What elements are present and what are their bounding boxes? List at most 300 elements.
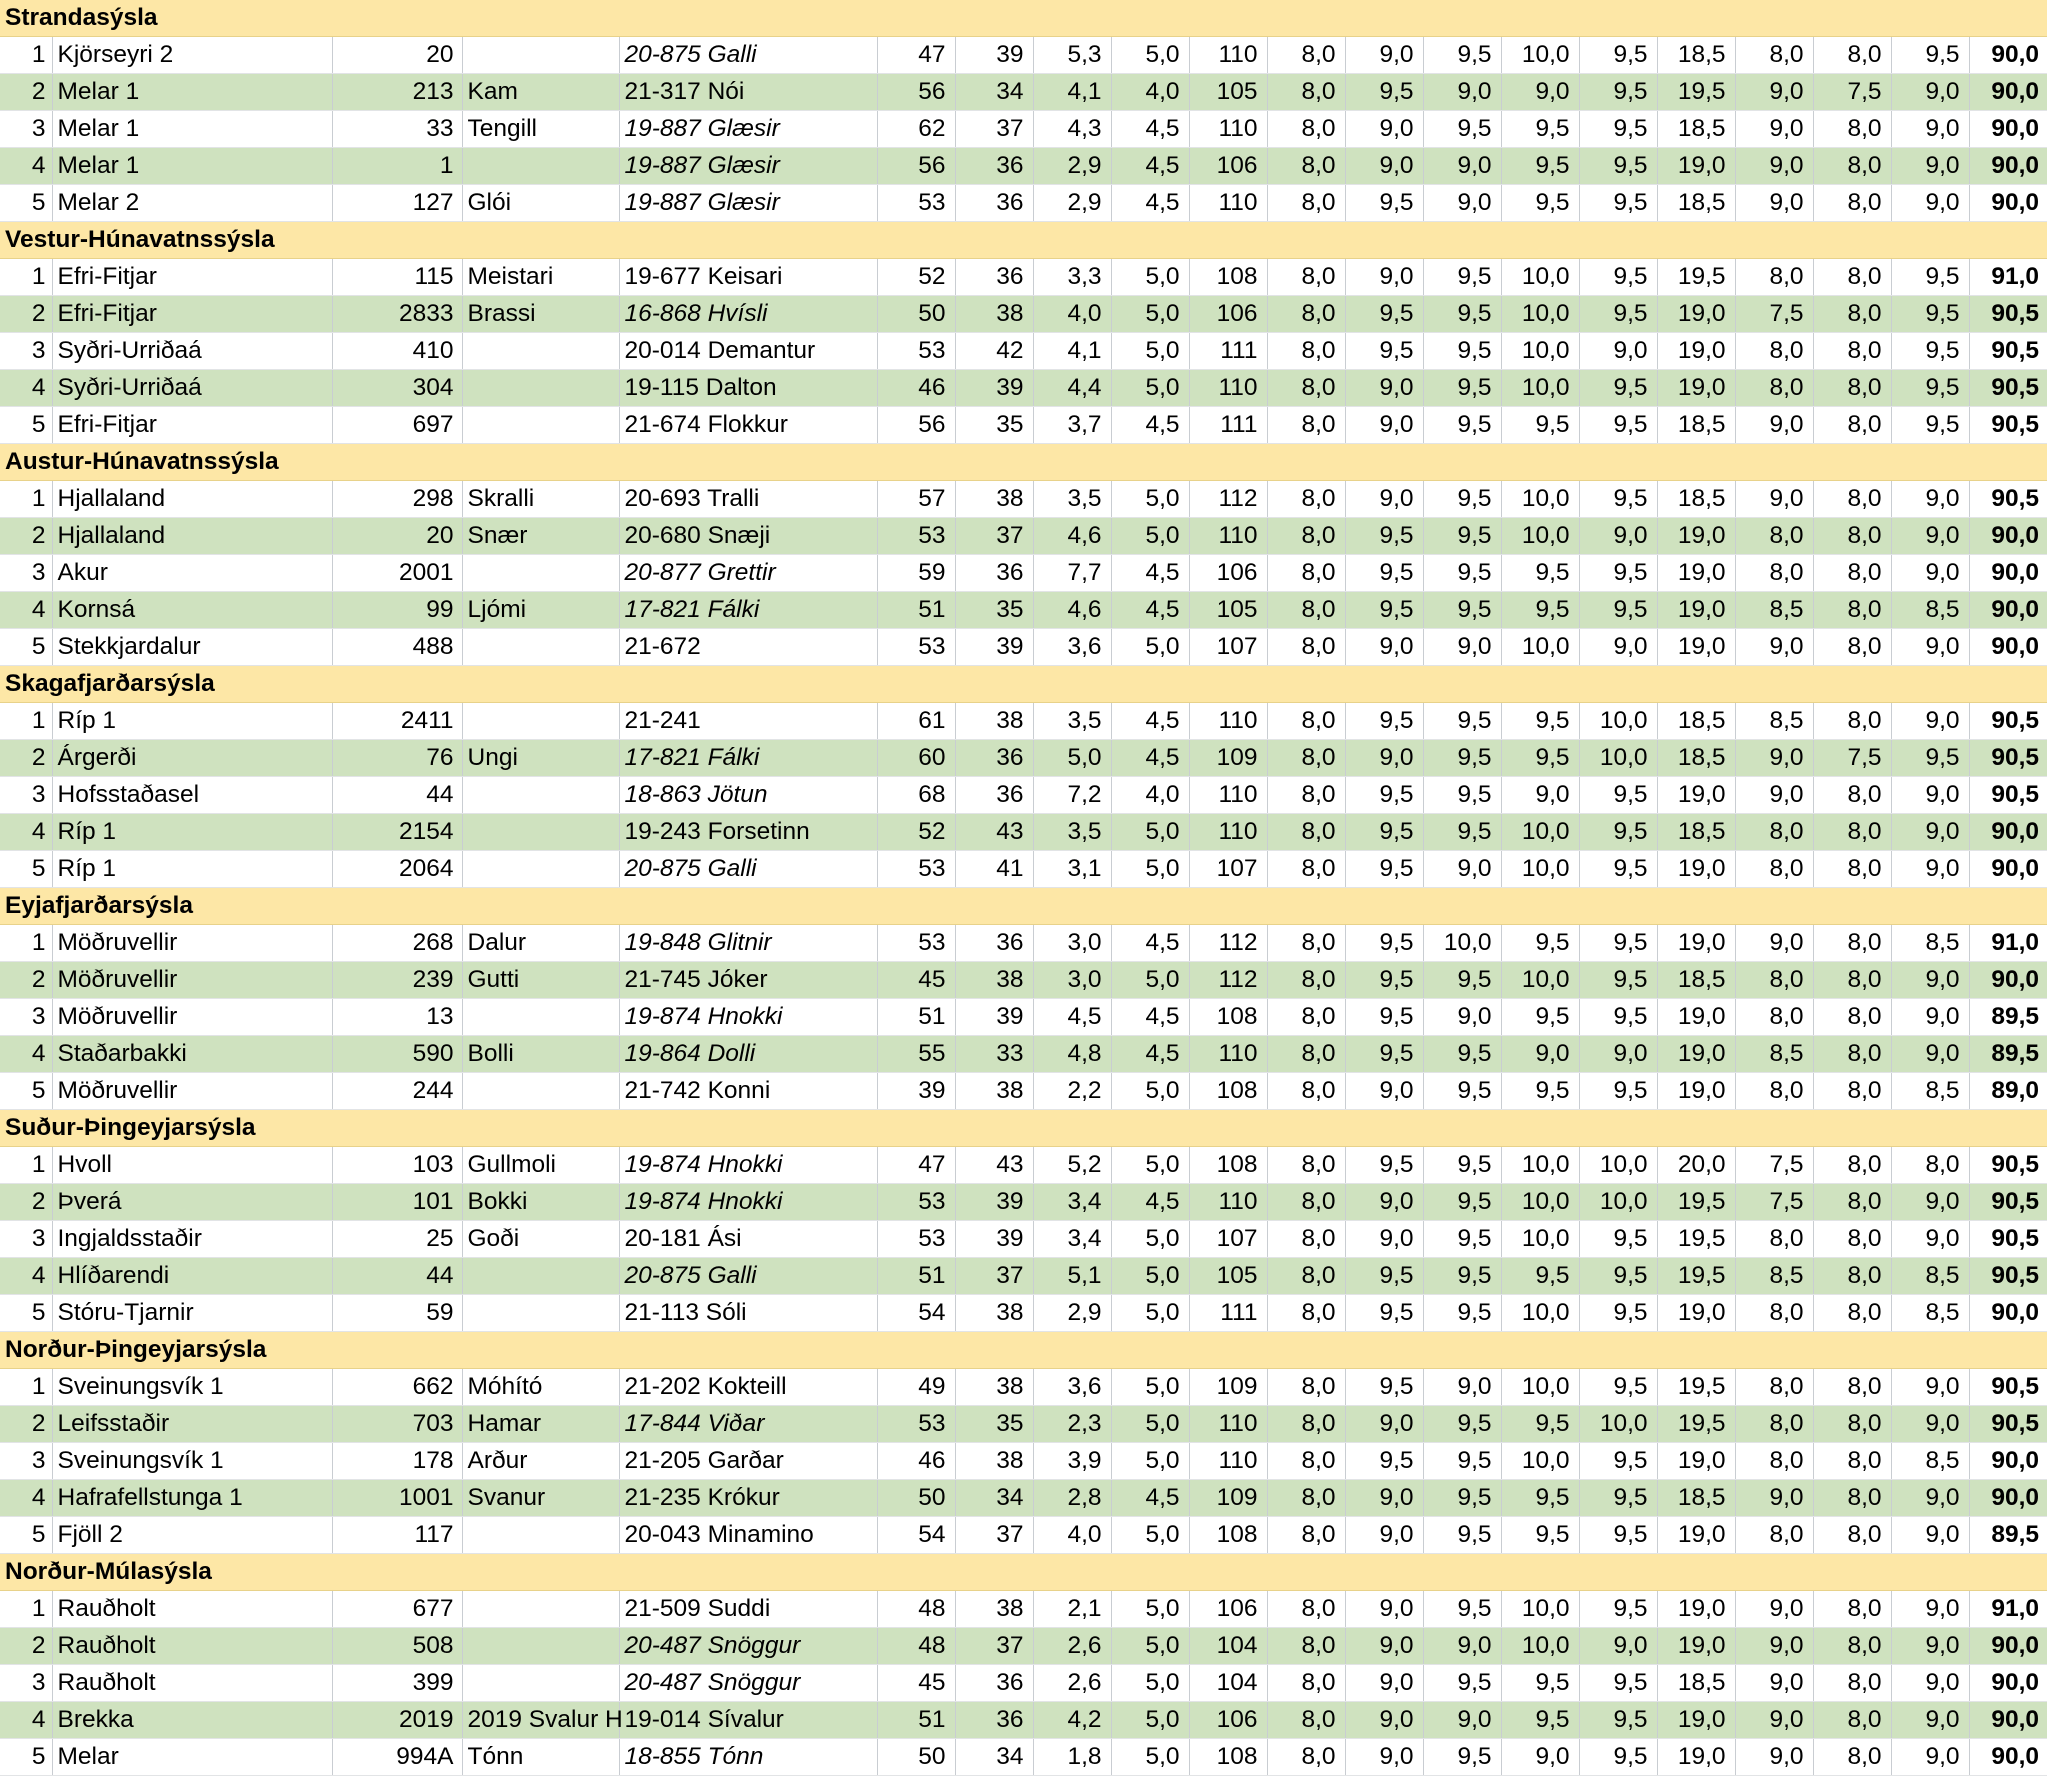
- neck-cell: 9,0: [1345, 481, 1423, 518]
- muscle-depth-cell: 2,9: [1033, 1295, 1111, 1332]
- overall-cell: 9,0: [1891, 185, 1969, 222]
- leg-length-cell: 109: [1189, 1480, 1267, 1517]
- ram-number-cell: 662: [332, 1369, 462, 1406]
- shape-cell: 4,5: [1111, 1184, 1189, 1221]
- farm-cell: Syðri-Urriðaá: [52, 333, 332, 370]
- weight-cell: 53: [877, 333, 955, 370]
- chest-cell: 9,0: [1423, 74, 1501, 111]
- loin-cell: 9,5: [1579, 1443, 1657, 1480]
- head-cell: 8,0: [1267, 925, 1345, 962]
- loin-cell: 9,5: [1579, 481, 1657, 518]
- hind-legs-cell: 19,0: [1657, 629, 1735, 666]
- sire-cell: 19-243 Forsetinn: [619, 814, 877, 851]
- muscle-depth-cell: 5,3: [1033, 37, 1111, 74]
- wool-cell: 8,0: [1735, 1295, 1813, 1332]
- head-cell: 8,0: [1267, 148, 1345, 185]
- fat-cell: 42: [955, 333, 1033, 370]
- head-cell: 8,0: [1267, 518, 1345, 555]
- loin-cell: 9,0: [1579, 333, 1657, 370]
- ram-name-cell: [462, 1591, 619, 1628]
- loin-cell: 9,5: [1579, 1591, 1657, 1628]
- ram-name-cell: [462, 851, 619, 888]
- neck-cell: 9,5: [1345, 814, 1423, 851]
- wool-cell: 9,0: [1735, 481, 1813, 518]
- shape-cell: 5,0: [1111, 518, 1189, 555]
- weight-cell: 51: [877, 1258, 955, 1295]
- muscle-depth-cell: 3,3: [1033, 259, 1111, 296]
- head-cell: 8,0: [1267, 777, 1345, 814]
- loin-cell: 9,5: [1579, 925, 1657, 962]
- leg-length-cell: 109: [1189, 740, 1267, 777]
- head-cell: 8,0: [1267, 1073, 1345, 1110]
- wool-colour-cell: 8,0: [1813, 148, 1891, 185]
- ram-name-cell: Meistari: [462, 259, 619, 296]
- hind-legs-cell: 19,0: [1657, 1517, 1735, 1554]
- back-cell: 10,0: [1501, 333, 1579, 370]
- total-score-cell: 90,5: [1969, 481, 2047, 518]
- wool-colour-cell: 8,0: [1813, 1073, 1891, 1110]
- weight-cell: 53: [877, 518, 955, 555]
- hind-legs-cell: 19,0: [1657, 1295, 1735, 1332]
- weight-cell: 51: [877, 1702, 955, 1739]
- farm-cell: Melar 1: [52, 148, 332, 185]
- overall-cell: 9,0: [1891, 481, 1969, 518]
- back-cell: 10,0: [1501, 518, 1579, 555]
- back-cell: 10,0: [1501, 296, 1579, 333]
- head-cell: 8,0: [1267, 1702, 1345, 1739]
- wool-cell: 8,0: [1735, 999, 1813, 1036]
- wool-cell: 9,0: [1735, 1480, 1813, 1517]
- leg-length-cell: 106: [1189, 555, 1267, 592]
- shape-cell: 5,0: [1111, 37, 1189, 74]
- farm-cell: Ríp 1: [52, 851, 332, 888]
- ram-number-cell: 20: [332, 518, 462, 555]
- loin-cell: 9,5: [1579, 148, 1657, 185]
- ram-name-cell: [462, 555, 619, 592]
- back-cell: 10,0: [1501, 962, 1579, 999]
- sire-cell: 21-672: [619, 629, 877, 666]
- ram-number-cell: 25: [332, 1221, 462, 1258]
- sire-cell: 21-235 Krókur: [619, 1480, 877, 1517]
- farm-cell: Rauðholt: [52, 1591, 332, 1628]
- fat-cell: 36: [955, 185, 1033, 222]
- ram-number-cell: 2019: [332, 1702, 462, 1739]
- weight-cell: 59: [877, 555, 955, 592]
- ram-number-cell: 304: [332, 370, 462, 407]
- sire-cell: 19-677 Keisari: [619, 259, 877, 296]
- overall-cell: 9,0: [1891, 703, 1969, 740]
- leg-length-cell: 106: [1189, 296, 1267, 333]
- rank-cell: 3: [0, 333, 52, 370]
- rank-cell: 2: [0, 1184, 52, 1221]
- loin-cell: 9,5: [1579, 814, 1657, 851]
- ram-name-cell: [462, 148, 619, 185]
- loin-cell: 9,5: [1579, 185, 1657, 222]
- overall-cell: 9,0: [1891, 814, 1969, 851]
- wool-colour-cell: 8,0: [1813, 1406, 1891, 1443]
- back-cell: 10,0: [1501, 851, 1579, 888]
- total-score-cell: 90,0: [1969, 148, 2047, 185]
- hind-legs-cell: 19,0: [1657, 333, 1735, 370]
- fat-cell: 35: [955, 1406, 1033, 1443]
- back-cell: 10,0: [1501, 37, 1579, 74]
- weight-cell: 53: [877, 1406, 955, 1443]
- sire-cell: 21-241: [619, 703, 877, 740]
- sire-cell: 20-680 Snæji: [619, 518, 877, 555]
- hind-legs-cell: 19,5: [1657, 1369, 1735, 1406]
- chest-cell: 10,0: [1423, 925, 1501, 962]
- weight-cell: 55: [877, 1036, 955, 1073]
- neck-cell: 9,0: [1345, 1517, 1423, 1554]
- head-cell: 8,0: [1267, 1443, 1345, 1480]
- overall-cell: 8,5: [1891, 1258, 1969, 1295]
- head-cell: 8,0: [1267, 1665, 1345, 1702]
- muscle-depth-cell: 3,5: [1033, 814, 1111, 851]
- overall-cell: 9,0: [1891, 74, 1969, 111]
- shape-cell: 4,5: [1111, 148, 1189, 185]
- chest-cell: 9,5: [1423, 1665, 1501, 1702]
- muscle-depth-cell: 3,4: [1033, 1184, 1111, 1221]
- shape-cell: 4,5: [1111, 185, 1189, 222]
- neck-cell: 9,0: [1345, 1628, 1423, 1665]
- table-row: [0, 1221, 2047, 1258]
- wool-colour-cell: 8,0: [1813, 370, 1891, 407]
- shape-cell: 4,5: [1111, 740, 1189, 777]
- shape-cell: 5,0: [1111, 1517, 1189, 1554]
- ram-name-cell: [462, 629, 619, 666]
- chest-cell: 9,5: [1423, 1295, 1501, 1332]
- ram-name-cell: Tónn: [462, 1739, 619, 1776]
- farm-cell: Brekka: [52, 1702, 332, 1739]
- fat-cell: 38: [955, 1591, 1033, 1628]
- wool-cell: 9,0: [1735, 777, 1813, 814]
- weight-cell: 68: [877, 777, 955, 814]
- table-row: [0, 1073, 2047, 1110]
- total-score-cell: 90,5: [1969, 407, 2047, 444]
- loin-cell: 10,0: [1579, 1147, 1657, 1184]
- farm-cell: Melar 1: [52, 111, 332, 148]
- weight-cell: 48: [877, 1628, 955, 1665]
- muscle-depth-cell: 4,0: [1033, 296, 1111, 333]
- weight-cell: 53: [877, 1221, 955, 1258]
- wool-colour-cell: 8,0: [1813, 1036, 1891, 1073]
- rank-cell: 5: [0, 1073, 52, 1110]
- weight-cell: 39: [877, 1073, 955, 1110]
- wool-colour-cell: 8,0: [1813, 296, 1891, 333]
- table-row: [0, 1702, 2047, 1739]
- farm-cell: Hjallaland: [52, 518, 332, 555]
- back-cell: 9,5: [1501, 407, 1579, 444]
- shape-cell: 5,0: [1111, 629, 1189, 666]
- weight-cell: 56: [877, 74, 955, 111]
- sire-cell: 20-877 Grettir: [619, 555, 877, 592]
- overall-cell: 9,0: [1891, 851, 1969, 888]
- leg-length-cell: 110: [1189, 111, 1267, 148]
- wool-colour-cell: 8,0: [1813, 999, 1891, 1036]
- overall-cell: 9,0: [1891, 1517, 1969, 1554]
- ram-name-cell: Skralli: [462, 481, 619, 518]
- fat-cell: 36: [955, 740, 1033, 777]
- neck-cell: 9,5: [1345, 518, 1423, 555]
- overall-cell: 9,0: [1891, 777, 1969, 814]
- rank-cell: 4: [0, 370, 52, 407]
- hind-legs-cell: 19,0: [1657, 518, 1735, 555]
- back-cell: 9,0: [1501, 1036, 1579, 1073]
- sire-cell: 21-317 Nói: [619, 74, 877, 111]
- weight-cell: 51: [877, 999, 955, 1036]
- ram-number-cell: 239: [332, 962, 462, 999]
- total-score-cell: 89,5: [1969, 1517, 2047, 1554]
- fat-cell: 41: [955, 851, 1033, 888]
- neck-cell: 9,0: [1345, 1184, 1423, 1221]
- muscle-depth-cell: 5,1: [1033, 1258, 1111, 1295]
- head-cell: 8,0: [1267, 1739, 1345, 1776]
- fat-cell: 36: [955, 148, 1033, 185]
- overall-cell: 9,0: [1891, 962, 1969, 999]
- leg-length-cell: 110: [1189, 1406, 1267, 1443]
- neck-cell: 9,5: [1345, 333, 1423, 370]
- ram-number-cell: 103: [332, 1147, 462, 1184]
- back-cell: 10,0: [1501, 1443, 1579, 1480]
- leg-length-cell: 109: [1189, 1369, 1267, 1406]
- rank-cell: 5: [0, 1517, 52, 1554]
- farm-cell: Hofsstaðasel: [52, 777, 332, 814]
- loin-cell: 9,5: [1579, 1739, 1657, 1776]
- hind-legs-cell: 19,0: [1657, 1628, 1735, 1665]
- wool-cell: 8,0: [1735, 814, 1813, 851]
- section-header: [0, 1110, 2047, 1147]
- table-row: [0, 814, 2047, 851]
- leg-length-cell: 110: [1189, 37, 1267, 74]
- neck-cell: 9,0: [1345, 740, 1423, 777]
- wool-colour-cell: 8,0: [1813, 851, 1891, 888]
- loin-cell: 9,5: [1579, 592, 1657, 629]
- hind-legs-cell: 19,0: [1657, 777, 1735, 814]
- sire-cell: 20-693 Tralli: [619, 481, 877, 518]
- farm-cell: Kornsá: [52, 592, 332, 629]
- ram-name-cell: Hamar: [462, 1406, 619, 1443]
- back-cell: 9,5: [1501, 925, 1579, 962]
- table-row: [0, 1147, 2047, 1184]
- ram-number-cell: 268: [332, 925, 462, 962]
- wool-colour-cell: 8,0: [1813, 481, 1891, 518]
- hind-legs-cell: 20,0: [1657, 1147, 1735, 1184]
- leg-length-cell: 108: [1189, 999, 1267, 1036]
- ram-number-cell: 2411: [332, 703, 462, 740]
- head-cell: 8,0: [1267, 1369, 1345, 1406]
- shape-cell: 5,0: [1111, 1295, 1189, 1332]
- head-cell: 8,0: [1267, 407, 1345, 444]
- chest-cell: 9,5: [1423, 111, 1501, 148]
- table-row: [0, 962, 2047, 999]
- hind-legs-cell: 19,0: [1657, 592, 1735, 629]
- total-score-cell: 90,0: [1969, 1295, 2047, 1332]
- hind-legs-cell: 19,0: [1657, 851, 1735, 888]
- chest-cell: 9,5: [1423, 1036, 1501, 1073]
- back-cell: 9,5: [1501, 999, 1579, 1036]
- wool-colour-cell: 8,0: [1813, 925, 1891, 962]
- ram-number-cell: 1: [332, 148, 462, 185]
- neck-cell: 9,5: [1345, 296, 1423, 333]
- table-row: [0, 1443, 2047, 1480]
- fat-cell: 43: [955, 1147, 1033, 1184]
- farm-cell: Fjöll 2: [52, 1517, 332, 1554]
- ram-number-cell: 399: [332, 1665, 462, 1702]
- rank-cell: 5: [0, 1295, 52, 1332]
- sire-cell: 20-875 Galli: [619, 1258, 877, 1295]
- farm-cell: Ríp 1: [52, 703, 332, 740]
- farm-cell: Möðruvellir: [52, 962, 332, 999]
- shape-cell: 4,0: [1111, 777, 1189, 814]
- muscle-depth-cell: 4,8: [1033, 1036, 1111, 1073]
- head-cell: 8,0: [1267, 1517, 1345, 1554]
- table-row: [0, 518, 2047, 555]
- loin-cell: 9,5: [1579, 1369, 1657, 1406]
- total-score-cell: 90,0: [1969, 185, 2047, 222]
- ram-number-cell: 117: [332, 1517, 462, 1554]
- neck-cell: 9,0: [1345, 148, 1423, 185]
- shape-cell: 4,5: [1111, 555, 1189, 592]
- head-cell: 8,0: [1267, 1406, 1345, 1443]
- ram-name-cell: [462, 1295, 619, 1332]
- hind-legs-cell: 19,5: [1657, 1258, 1735, 1295]
- loin-cell: 9,5: [1579, 111, 1657, 148]
- weight-cell: 47: [877, 37, 955, 74]
- fat-cell: 35: [955, 592, 1033, 629]
- ram-name-cell: Brassi: [462, 296, 619, 333]
- ram-name-cell: Bolli: [462, 1036, 619, 1073]
- wool-cell: 8,5: [1735, 1258, 1813, 1295]
- hind-legs-cell: 19,0: [1657, 148, 1735, 185]
- overall-cell: 9,0: [1891, 1480, 1969, 1517]
- ram-name-cell: Móhító: [462, 1369, 619, 1406]
- leg-length-cell: 104: [1189, 1628, 1267, 1665]
- muscle-depth-cell: 2,6: [1033, 1628, 1111, 1665]
- farm-cell: Möðruvellir: [52, 1073, 332, 1110]
- shape-cell: 4,5: [1111, 1036, 1189, 1073]
- weight-cell: 46: [877, 1443, 955, 1480]
- overall-cell: 9,0: [1891, 1221, 1969, 1258]
- fat-cell: 36: [955, 259, 1033, 296]
- neck-cell: 9,0: [1345, 1480, 1423, 1517]
- wool-colour-cell: 8,0: [1813, 962, 1891, 999]
- head-cell: 8,0: [1267, 1184, 1345, 1221]
- head-cell: 8,0: [1267, 1295, 1345, 1332]
- neck-cell: 9,0: [1345, 407, 1423, 444]
- hind-legs-cell: 18,5: [1657, 185, 1735, 222]
- fat-cell: 39: [955, 1221, 1033, 1258]
- overall-cell: 9,0: [1891, 1665, 1969, 1702]
- loin-cell: 9,5: [1579, 1073, 1657, 1110]
- farm-cell: Ríp 1: [52, 814, 332, 851]
- shape-cell: 5,0: [1111, 1702, 1189, 1739]
- hind-legs-cell: 18,5: [1657, 1665, 1735, 1702]
- rank-cell: 1: [0, 1147, 52, 1184]
- muscle-depth-cell: 2,6: [1033, 1665, 1111, 1702]
- total-score-cell: 90,0: [1969, 1702, 2047, 1739]
- overall-cell: 9,0: [1891, 999, 1969, 1036]
- shape-cell: 5,0: [1111, 1591, 1189, 1628]
- overall-cell: 9,0: [1891, 1739, 1969, 1776]
- leg-length-cell: 110: [1189, 777, 1267, 814]
- farm-cell: Árgerði: [52, 740, 332, 777]
- hind-legs-cell: 19,5: [1657, 1221, 1735, 1258]
- rank-cell: 1: [0, 925, 52, 962]
- weight-cell: 56: [877, 148, 955, 185]
- wool-cell: 9,0: [1735, 1702, 1813, 1739]
- ram-name-cell: Gullmoli: [462, 1147, 619, 1184]
- leg-length-cell: 108: [1189, 1073, 1267, 1110]
- wool-colour-cell: 8,0: [1813, 814, 1891, 851]
- muscle-depth-cell: 3,6: [1033, 629, 1111, 666]
- ram-name-cell: [462, 370, 619, 407]
- total-score-cell: 90,0: [1969, 592, 2047, 629]
- chest-cell: 9,0: [1423, 851, 1501, 888]
- muscle-depth-cell: 4,1: [1033, 74, 1111, 111]
- loin-cell: 9,5: [1579, 1258, 1657, 1295]
- ram-number-cell: 488: [332, 629, 462, 666]
- ram-name-cell: [462, 1258, 619, 1295]
- muscle-depth-cell: 4,5: [1033, 999, 1111, 1036]
- weight-cell: 62: [877, 111, 955, 148]
- farm-cell: Stóru-Tjarnir: [52, 1295, 332, 1332]
- neck-cell: 9,0: [1345, 1591, 1423, 1628]
- back-cell: 10,0: [1501, 1628, 1579, 1665]
- back-cell: 10,0: [1501, 259, 1579, 296]
- total-score-cell: 89,5: [1969, 999, 2047, 1036]
- neck-cell: 9,5: [1345, 1443, 1423, 1480]
- wool-colour-cell: 8,0: [1813, 333, 1891, 370]
- loin-cell: 9,5: [1579, 1295, 1657, 1332]
- chest-cell: 9,5: [1423, 1073, 1501, 1110]
- ram-number-cell: 410: [332, 333, 462, 370]
- loin-cell: 9,0: [1579, 1036, 1657, 1073]
- section-title: Eyjafjarðarsýsla: [0, 888, 2047, 925]
- back-cell: 10,0: [1501, 370, 1579, 407]
- sire-cell: 17-821 Fálki: [619, 592, 877, 629]
- total-score-cell: 90,5: [1969, 1147, 2047, 1184]
- loin-cell: 9,5: [1579, 1480, 1657, 1517]
- total-score-cell: 90,0: [1969, 1480, 2047, 1517]
- shape-cell: 5,0: [1111, 1369, 1189, 1406]
- fat-cell: 37: [955, 518, 1033, 555]
- loin-cell: 9,5: [1579, 555, 1657, 592]
- shape-cell: 5,0: [1111, 962, 1189, 999]
- weight-cell: 45: [877, 962, 955, 999]
- leg-length-cell: 104: [1189, 1665, 1267, 1702]
- wool-colour-cell: 8,0: [1813, 1258, 1891, 1295]
- sire-cell: 21-509 Suddi: [619, 1591, 877, 1628]
- ram-number-cell: 703: [332, 1406, 462, 1443]
- head-cell: 8,0: [1267, 851, 1345, 888]
- total-score-cell: 90,0: [1969, 962, 2047, 999]
- muscle-depth-cell: 2,8: [1033, 1480, 1111, 1517]
- wool-cell: 7,5: [1735, 1184, 1813, 1221]
- hind-legs-cell: 19,0: [1657, 555, 1735, 592]
- fat-cell: 37: [955, 1517, 1033, 1554]
- fat-cell: 43: [955, 814, 1033, 851]
- table-row: [0, 185, 2047, 222]
- farm-cell: Staðarbakki: [52, 1036, 332, 1073]
- wool-cell: 8,0: [1735, 333, 1813, 370]
- wool-colour-cell: 8,0: [1813, 1628, 1891, 1665]
- muscle-depth-cell: 2,9: [1033, 185, 1111, 222]
- chest-cell: 9,5: [1423, 555, 1501, 592]
- leg-length-cell: 110: [1189, 1036, 1267, 1073]
- table-row: [0, 740, 2047, 777]
- shape-cell: 5,0: [1111, 1406, 1189, 1443]
- wool-cell: 8,5: [1735, 592, 1813, 629]
